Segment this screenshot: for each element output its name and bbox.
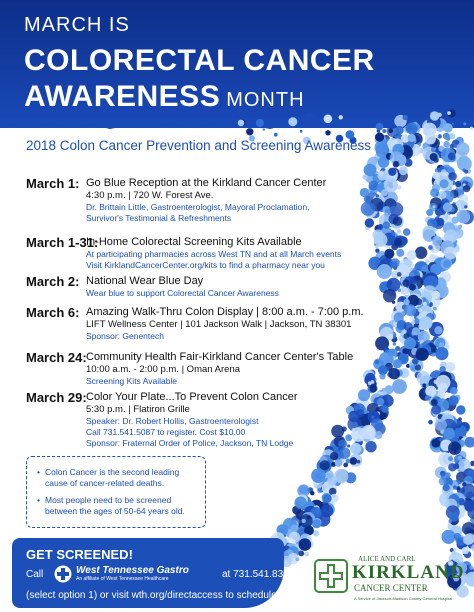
gastro-logo-name: West Tennessee Gastro	[76, 565, 189, 576]
ribbon-bubble	[415, 364, 421, 370]
ribbon-bubble	[433, 172, 441, 180]
header-line-2: COLORECTAL CANCER	[24, 44, 375, 77]
ribbon-bubble	[463, 535, 473, 545]
ribbon-bubble	[397, 185, 402, 190]
ribbon-bubble	[388, 368, 400, 380]
ribbon-bubble	[445, 472, 451, 478]
event-date: March 1:	[26, 176, 80, 191]
header-month: MONTH	[226, 89, 305, 111]
ribbon-bubble	[358, 389, 370, 401]
ribbon-bubble	[458, 225, 462, 229]
ribbon-bubble	[357, 460, 361, 464]
ribbon-bubble	[457, 486, 461, 490]
ribbon-bubble	[375, 360, 379, 364]
event-date: March 29:	[26, 390, 87, 405]
ribbon-bubble	[437, 113, 441, 117]
ribbon-bubble	[383, 221, 390, 228]
ribbon-bubble	[406, 122, 418, 134]
ribbon-bubble	[415, 247, 427, 259]
event-detail-line: Dr. Brittain Little, Gastroenterologist, Mayoral Proclamation,	[86, 202, 310, 212]
ribbon-bubble	[376, 194, 379, 197]
ribbon-bubble	[452, 217, 459, 224]
ribbon-bubble	[391, 232, 395, 236]
ribbon-bubble	[377, 264, 392, 279]
ribbon-bubble	[331, 425, 344, 438]
kirkland-sub: CANCER CENTER	[354, 583, 428, 593]
event-details	[86, 274, 279, 299]
ribbon-bubble	[434, 326, 442, 334]
ribbon-bubble	[458, 234, 462, 238]
ribbon-bubble	[464, 205, 467, 208]
get-screened-panel	[12, 538, 295, 608]
fact-line: cause of cancer-related deaths.	[45, 478, 165, 488]
ribbon-bubble	[404, 322, 413, 331]
ribbon-bubble	[392, 379, 407, 394]
ribbon-bubble	[343, 463, 348, 468]
ribbon-bubble	[416, 348, 429, 361]
ribbon-bubble	[299, 514, 312, 527]
ribbon-bubble	[417, 371, 430, 384]
ribbon-bubble	[430, 153, 438, 161]
ribbon-bubble	[339, 447, 351, 459]
ribbon-bubble	[302, 519, 306, 523]
ribbon-bubble	[412, 327, 420, 335]
ribbon-bubble	[404, 337, 416, 349]
ribbon-bubble	[394, 238, 402, 246]
ribbon-bubble	[310, 491, 314, 495]
event-title: Color Your Plate...To Prevent Colon Cancer	[86, 391, 298, 403]
event-date: March 2:	[26, 274, 80, 289]
ribbon-bubble	[361, 201, 376, 216]
ribbon-bubble	[393, 216, 403, 226]
ribbon-bubble	[445, 362, 455, 372]
event-detail-line: Sponsor: Genentech	[86, 331, 164, 341]
ribbon-bubble	[365, 218, 374, 227]
ribbon-bubble	[448, 395, 458, 405]
ribbon-bubble	[381, 405, 389, 413]
west-tennessee-gastro-logo	[54, 565, 216, 583]
ribbon-bubble	[292, 123, 295, 126]
ribbon-bubble	[427, 128, 436, 137]
kirkland-logo	[314, 555, 474, 607]
ribbon-bubble	[291, 524, 299, 532]
ribbon-bubble	[426, 209, 433, 216]
phone-number[interactable]: at 731.541.8300	[222, 569, 295, 580]
ribbon-bubble	[438, 383, 448, 393]
ribbon-bubble	[388, 168, 396, 176]
ribbon-bubble	[404, 304, 416, 316]
cta-title: GET SCREENED!	[26, 547, 133, 562]
bullet-icon: •	[37, 467, 40, 477]
ribbon-bubble	[440, 179, 449, 188]
event-detail-line: Wear blue to support Colorectal Cancer Awareness	[86, 288, 279, 298]
ribbon-bubble	[450, 387, 458, 395]
ribbon-bubble	[384, 212, 389, 217]
ribbon-bubble	[422, 265, 429, 272]
ribbon-bubble	[381, 189, 388, 196]
ribbon-bubble	[433, 307, 437, 311]
ribbon-bubble	[464, 170, 468, 174]
ribbon-bubble	[317, 488, 322, 493]
fact-line: between the ages of 50-64 years old.	[45, 506, 185, 516]
ribbon-bubble	[404, 299, 410, 305]
ribbon-bubble	[452, 123, 454, 125]
event-detail-line: 5:30 p.m. | Flatiron Grille	[86, 404, 190, 415]
ribbon-bubble	[456, 405, 465, 414]
ribbon-bubble	[384, 249, 394, 259]
ribbon-bubble	[312, 519, 321, 528]
ribbon-bubble	[431, 405, 441, 415]
ribbon-bubble	[383, 289, 396, 302]
ribbon-bubble	[382, 129, 386, 133]
ribbon-bubble	[408, 134, 416, 142]
ribbon-bubble	[274, 133, 278, 137]
ribbon-bubble	[449, 188, 452, 191]
ribbon-bubble	[378, 171, 383, 176]
ribbon-bubble	[425, 395, 431, 401]
event-title: Go Blue Reception at the Kirkland Cancer Center	[86, 177, 327, 189]
ribbon-bubble	[443, 123, 452, 132]
event-title: Amazing Walk-Thru Colon Display | 8:00 a.m. - 7:00 p.m.	[86, 306, 364, 318]
ribbon-bubble	[444, 172, 449, 177]
schedule-link-text[interactable]: (select option 1) or visit wth.org/directaccess to schedule.	[26, 590, 280, 601]
ribbon-bubble	[428, 245, 433, 250]
ribbon-bubble	[376, 123, 384, 131]
ribbon-bubble	[463, 185, 470, 192]
ribbon-bubble	[374, 233, 388, 247]
ribbon-bubble	[375, 133, 384, 142]
ribbon-bubble	[324, 115, 333, 124]
event-detail-line: Visit KirklandCancerCenter.org/kits to find a pharmacy near you	[86, 260, 325, 270]
event-detail-line: Survivor's Testimonial & Refreshments	[86, 213, 232, 223]
ribbon-bubble	[438, 191, 446, 199]
event-detail-line: 4:30 p.m. | 720 W. Forest Ave.	[86, 190, 214, 201]
ribbon-bubble	[463, 122, 466, 125]
ribbon-bubble	[431, 439, 440, 448]
ribbon-bubble	[389, 129, 394, 134]
ribbon-bubble	[443, 260, 451, 268]
event-detail-line: Call 731.541.5087 to register. Cost $10.00	[86, 427, 246, 437]
ribbon-bubble	[403, 115, 408, 120]
event-details	[86, 235, 341, 271]
ribbon-bubble	[455, 181, 461, 187]
bullet-icon: •	[37, 495, 40, 505]
event-detail-line: Screening Kits Available	[86, 376, 178, 386]
ribbon-bubble	[393, 359, 402, 368]
ribbon-bubble	[448, 456, 453, 461]
ribbon-bubble	[300, 130, 303, 133]
ribbon-bubble	[325, 130, 330, 135]
ribbon-bubble	[439, 342, 445, 348]
event-detail-line: At participating pharmacies across West TN and at all March events	[86, 249, 342, 259]
ribbon-bubble	[406, 250, 416, 260]
ribbon-bubble	[320, 460, 330, 470]
event-title: National Wear Blue Day	[86, 275, 204, 287]
ribbon-bubble	[396, 249, 404, 257]
header-awareness: AWARENESS	[24, 80, 221, 113]
ribbon-bubble	[289, 532, 300, 543]
ribbon-bubble	[390, 202, 404, 216]
ribbon-bubble	[447, 111, 451, 115]
ribbon-bubble	[350, 443, 361, 454]
kirkland-pre: ALICE AND CARL	[358, 555, 416, 563]
ribbon-bubble	[305, 112, 315, 122]
ribbon-bubble	[453, 463, 459, 469]
ribbon-bubble	[409, 284, 416, 291]
gastro-logo-tag: An affiliate of West Tennessee Healthcare	[76, 576, 169, 582]
ribbon-bubble	[425, 259, 429, 263]
ribbon-bubble	[457, 210, 471, 224]
ribbon-bubble	[339, 115, 343, 119]
ribbon-bubble	[333, 495, 336, 498]
ribbon-bubble	[435, 347, 448, 360]
ribbon-bubble	[448, 172, 457, 181]
ribbon-bubble	[398, 289, 401, 292]
ribbon-bubble	[448, 519, 452, 523]
ribbon-bubble	[402, 279, 409, 286]
ribbon-bubble	[360, 188, 369, 197]
ribbon-bubble	[294, 497, 306, 509]
fact-line: Most people need to be screened	[45, 495, 172, 505]
subtitle: 2018 Colon Cancer Prevention and Screening Awareness	[26, 138, 371, 153]
event-date: March 24:	[26, 350, 87, 365]
ribbon-bubble	[387, 334, 393, 340]
ribbon-bubble	[453, 485, 457, 489]
ribbon-bubble	[295, 557, 299, 561]
event-detail-line: 10:00 a.m. - 2:00 p.m. | Oman Arena	[86, 364, 241, 375]
ribbon-bubble	[334, 469, 348, 483]
ribbon-bubble	[397, 229, 401, 233]
ribbon-bubble	[375, 141, 388, 154]
fact-item	[37, 467, 202, 489]
ribbon-bubble	[365, 441, 376, 452]
ribbon-bubble	[456, 142, 469, 155]
ribbon-bubble	[238, 120, 245, 127]
header-line-1: MARCH IS	[24, 14, 130, 36]
kirkland-tag: A Service of Jackson-Madison County General Hospital	[354, 596, 453, 601]
ribbon-bubble	[371, 416, 374, 419]
ribbon-bubble	[326, 470, 334, 478]
event-date: March 1-31:	[26, 235, 99, 250]
cta-call-text: Call	[26, 569, 44, 580]
ribbon-bubble	[448, 153, 456, 161]
ribbon-bubble	[350, 457, 358, 465]
event-date: March 6:	[26, 305, 80, 320]
ribbon-bubble	[443, 141, 449, 147]
ribbon-bubble	[246, 128, 253, 135]
ribbon-bubble	[446, 137, 450, 141]
ribbon-bubble	[443, 202, 453, 212]
ribbon-bubble	[454, 533, 461, 540]
ribbon-bubble	[432, 236, 442, 246]
ribbon-bubble	[435, 419, 447, 431]
event-details	[86, 305, 364, 342]
ribbon-bubble	[298, 551, 304, 557]
event-details	[86, 176, 326, 224]
ribbon-bubble	[375, 213, 379, 217]
ribbon-bubble	[393, 161, 400, 168]
event-details	[86, 390, 298, 449]
ribbon-bubble	[431, 290, 440, 299]
ribbon-bubble	[256, 119, 264, 127]
ribbon-bubble	[399, 166, 408, 175]
fact-line: Colon Cancer is the second leading	[45, 467, 180, 477]
ribbon-bubble	[323, 494, 332, 503]
event-detail-line: Speaker: Dr. Robert Hollis, Gastroenterologist	[86, 416, 259, 426]
event-details	[86, 350, 353, 387]
ribbon-bubble	[313, 530, 319, 536]
ribbon-bubble	[428, 420, 433, 425]
kirkland-name: KIRKLAND	[352, 562, 465, 583]
fact-item	[37, 495, 202, 517]
ribbon-bubble	[395, 126, 403, 134]
event-title: Community Health Fair-Kirkland Cancer Center's Table	[86, 351, 354, 363]
ribbon-bubble	[422, 383, 426, 387]
ribbon-bubble	[299, 538, 312, 551]
ribbon-bubble	[453, 202, 456, 205]
ribbon-bubble	[369, 384, 377, 392]
facts-box	[26, 456, 206, 528]
gastro-cross-icon	[54, 565, 72, 583]
ribbon-bubble	[377, 398, 384, 405]
kirkland-cross-icon	[314, 559, 348, 593]
ribbon-bubble	[403, 228, 411, 236]
ribbon-bubble	[351, 427, 366, 442]
ribbon-bubble	[443, 484, 450, 491]
ribbon-bubble	[418, 308, 422, 312]
ribbon-bubble	[263, 128, 266, 131]
ribbon-bubble	[419, 316, 432, 329]
ribbon-bubble	[393, 342, 396, 345]
ribbon-bubble	[311, 468, 326, 483]
ribbon-bubble	[392, 301, 395, 304]
ribbon-bubble	[412, 358, 418, 364]
event-detail-line: Sponsor: Fraternal Order of Police, Jackson, TN Lodge	[86, 438, 294, 448]
ribbon-bubble	[371, 380, 375, 384]
ribbon-bubble	[444, 247, 457, 260]
ribbon-bubble	[432, 205, 435, 208]
ribbon-bubble	[431, 147, 436, 152]
ribbon-bubble	[375, 245, 378, 248]
ribbon-bubble	[470, 127, 473, 130]
ribbon-bubble	[415, 298, 422, 305]
ribbon-bubble	[304, 552, 309, 557]
ribbon-bubble	[462, 522, 474, 535]
ribbon-bubble	[378, 224, 383, 229]
event-title: In-Home Colorectal Screening Kits Available	[86, 236, 302, 248]
ribbon-bubble	[443, 428, 455, 440]
ribbon-bubble	[330, 452, 338, 460]
ribbon-bubble	[347, 444, 350, 447]
ribbon-bubble	[462, 547, 470, 555]
ribbon-bubble	[442, 530, 456, 544]
ribbon-bubble	[335, 459, 343, 467]
ribbon-bubble	[362, 174, 367, 179]
ribbon-bubble	[379, 373, 385, 379]
ribbon-bubble	[423, 302, 427, 306]
event-detail-line: LIFT Wellness Center | 101 Jackson Walk | Jackson, TN 38301	[86, 319, 352, 330]
ribbon-bubble	[448, 442, 461, 455]
ribbon-bubble	[397, 272, 402, 277]
